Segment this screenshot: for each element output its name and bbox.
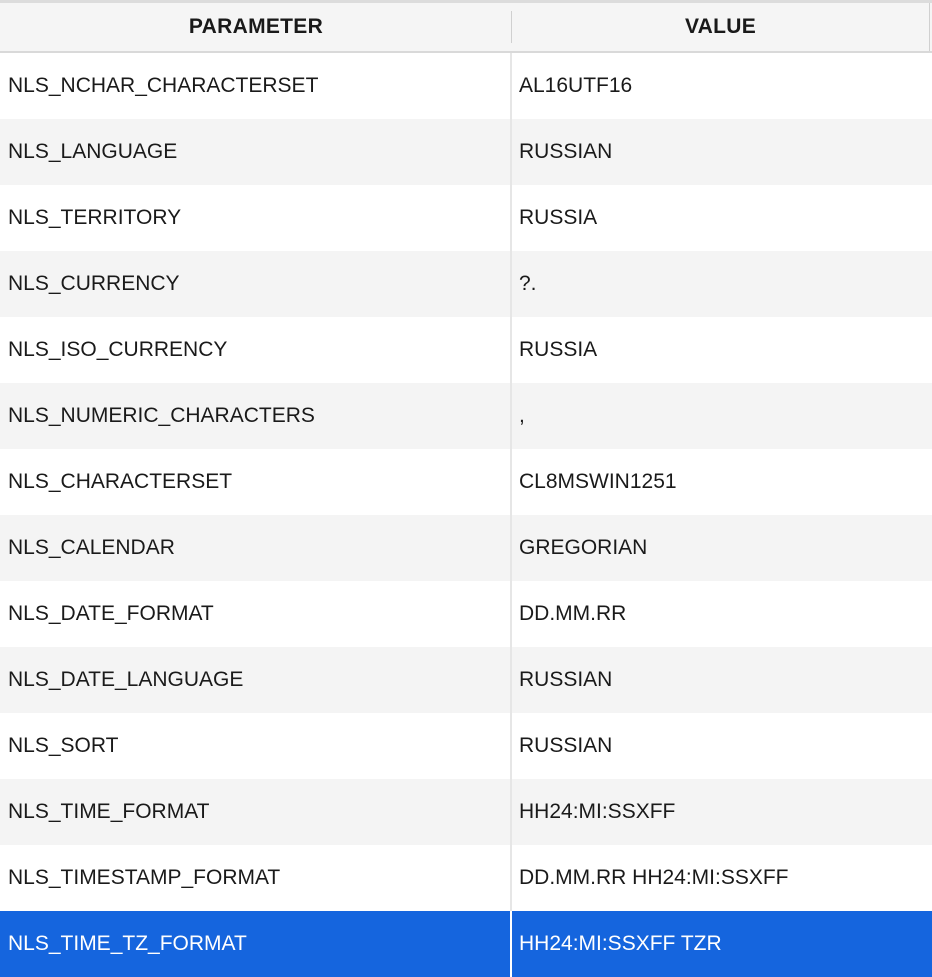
cell-parameter[interactable]: NLS_ISO_CURRENCY <box>0 317 512 383</box>
cell-parameter[interactable]: NLS_TIME_FORMAT <box>0 779 512 845</box>
table-row[interactable] <box>0 53 932 119</box>
cell-value[interactable]: AL16UTF16 <box>519 74 633 97</box>
cell-parameter[interactable]: NLS_TIME_TZ_FORMAT <box>0 911 512 977</box>
table-row[interactable] <box>0 647 932 713</box>
cell-parameter[interactable]: NLS_LANGUAGE <box>0 119 512 185</box>
cell-parameter[interactable]: NLS_TERRITORY <box>0 185 512 251</box>
cell-parameter[interactable]: NLS_CHARACTERSET <box>0 449 512 515</box>
cell-parameter[interactable]: NLS_SORT <box>0 713 512 779</box>
table-header <box>0 3 932 53</box>
cell-value[interactable]: ?. <box>519 272 537 295</box>
table-row[interactable] <box>0 515 932 581</box>
table-row[interactable] <box>0 779 932 845</box>
cell-value[interactable]: RUSSIAN <box>519 140 613 163</box>
table-row[interactable] <box>0 449 932 515</box>
cell-value[interactable]: CL8MSWIN1251 <box>519 470 677 493</box>
table-row[interactable] <box>0 251 932 317</box>
cell-value[interactable]: RUSSIA <box>519 206 598 229</box>
cell-parameter[interactable]: NLS_NUMERIC_CHARACTERS <box>0 383 512 449</box>
cell-value[interactable]: DD.MM.RR HH24:MI:SSXFF <box>519 866 789 889</box>
table-row[interactable] <box>0 581 932 647</box>
cell-value[interactable]: GREGORIAN <box>519 536 648 559</box>
cell-parameter[interactable]: NLS_DATE_FORMAT <box>0 581 512 647</box>
cell-parameter[interactable]: NLS_TIMESTAMP_FORMAT <box>0 845 512 911</box>
cell-parameter[interactable]: NLS_DATE_LANGUAGE <box>0 647 512 713</box>
cell-value[interactable]: , <box>519 404 525 427</box>
table-body <box>0 53 932 977</box>
cell-value[interactable]: HH24:MI:SSXFF TZR <box>519 932 722 955</box>
table-row[interactable] <box>0 119 932 185</box>
cell-value[interactable]: DD.MM.RR <box>519 602 627 625</box>
column-header-parameter[interactable]: PARAMETER <box>0 3 512 51</box>
cell-parameter[interactable]: NLS_CURRENCY <box>0 251 512 317</box>
table-row[interactable] <box>0 845 932 911</box>
table-row[interactable] <box>0 317 932 383</box>
cell-value[interactable]: HH24:MI:SSXFF <box>519 800 676 823</box>
cell-parameter[interactable]: NLS_NCHAR_CHARACTERSET <box>0 53 512 119</box>
column-header-value[interactable]: VALUE <box>512 3 930 51</box>
table-row[interactable] <box>0 185 932 251</box>
cell-value[interactable]: RUSSIA <box>519 338 598 361</box>
table-row[interactable] <box>0 911 932 977</box>
cell-parameter[interactable]: NLS_CALENDAR <box>0 515 512 581</box>
table-row[interactable] <box>0 713 932 779</box>
cell-value[interactable]: RUSSIAN <box>519 734 613 757</box>
table-row[interactable] <box>0 383 932 449</box>
cell-value[interactable]: RUSSIAN <box>519 668 613 691</box>
